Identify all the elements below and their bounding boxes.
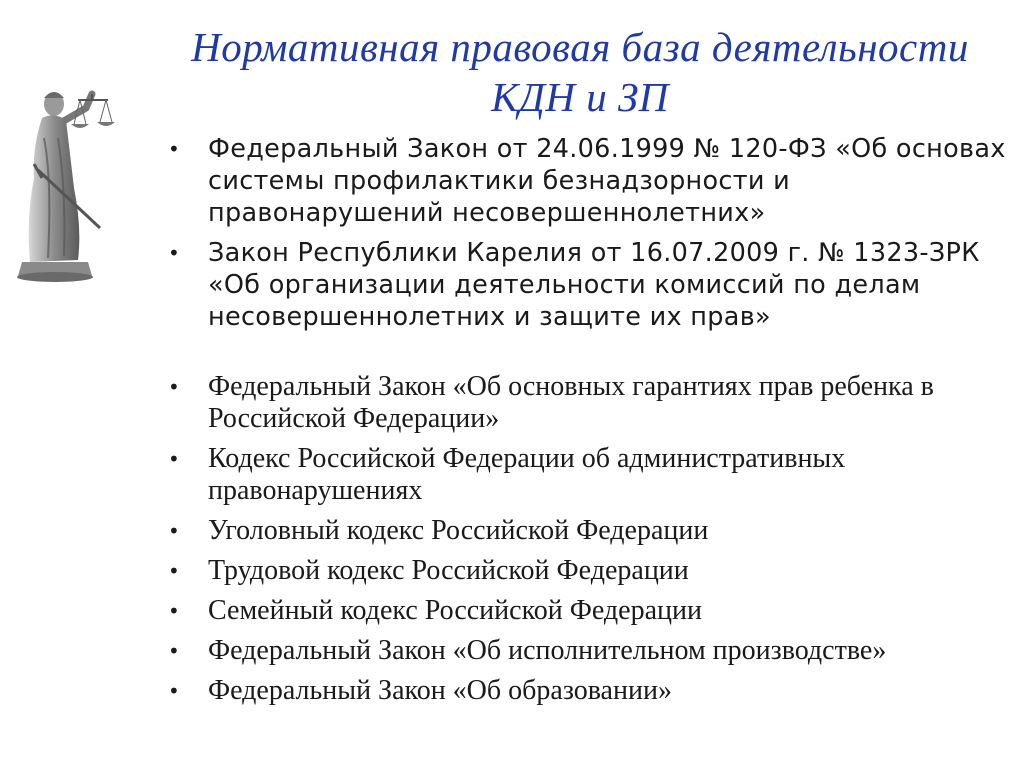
list-item-text: Закон Республики Карелия от 16.07.2009 г. № 1323-ЗРК «Об организации деятельности комиссий по делам несовершеннолетних и защите их прав» <box>208 238 980 332</box>
bullet-icon: • <box>168 137 181 161</box>
list-item-text: Семейный кодекс Российской Федерации <box>208 595 702 626</box>
list-item <box>168 635 1008 667</box>
list-item-text: Трудовой кодекс Российской Федерации <box>208 555 689 586</box>
list-item <box>168 555 1008 587</box>
list-item-text: Уголовный кодекс Российской Федерации <box>208 515 709 546</box>
bullet-icon: • <box>168 519 180 543</box>
bullet-icon: • <box>168 447 180 471</box>
bullet-icon: • <box>168 375 180 399</box>
list-item-text: Федеральный Закон от 24.06.1999 № 120-ФЗ «Об основах системы профилактики безнадзорности и правонарушений несовершеннолетних» <box>208 134 1006 228</box>
bullet-icon: • <box>168 679 180 703</box>
list-item-text: Федеральный Закон «Об исполнительном производстве» <box>208 635 887 666</box>
list-item-text: Кодекс Российской Федерации об административных правонарушениях <box>208 443 846 506</box>
themis-statue-icon <box>8 78 148 288</box>
list-item <box>168 443 1008 507</box>
laws-list <box>168 133 1008 715</box>
list-item-text: Федеральный Закон «Об образовании» <box>208 675 672 706</box>
list-item <box>168 515 1008 547</box>
list-item <box>168 675 1008 707</box>
list-item <box>168 237 1008 333</box>
bullet-icon: • <box>168 599 180 623</box>
list-item-text: Федеральный Закон «Об основных гарантиях прав ребенка в Российской Федерации» <box>208 371 934 434</box>
list-item <box>168 371 1008 435</box>
bullet-icon: • <box>168 241 181 265</box>
list-item <box>168 133 1008 229</box>
bullet-icon: • <box>168 559 180 583</box>
slide-title: Нормативная правовая база деятельности КДН и ЗП <box>191 24 969 120</box>
list-item <box>168 595 1008 627</box>
bullet-icon: • <box>168 639 180 663</box>
